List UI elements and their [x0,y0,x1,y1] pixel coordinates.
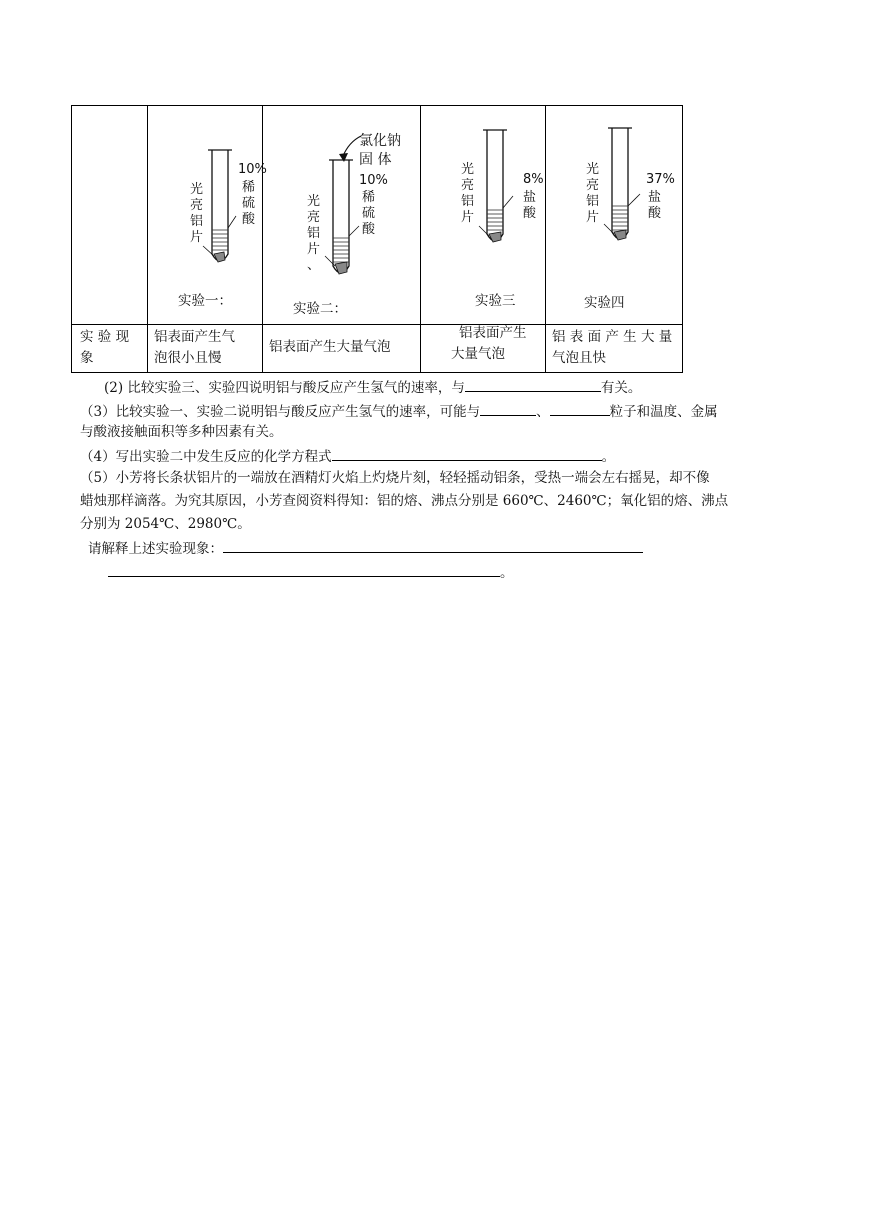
answer-blank[interactable] [332,446,602,461]
pointer-line [503,196,513,208]
row-header: 实 验 现 象 [80,329,130,366]
acid-label-1: 稀 硫 酸 [242,180,256,227]
observation-text: 铝表面产生 [459,325,527,341]
observation-row [72,325,683,373]
acid-liquid-2 [333,238,349,262]
acid-concentration: 10% [359,173,388,188]
experiment-caption: 实验四 [584,295,625,311]
aluminum-piece-2 [335,262,347,274]
experiment-caption: 实验三 [475,293,516,309]
aluminum-piece-1 [214,252,225,262]
observation-cell [148,325,263,373]
acid-liquid-3 [487,210,503,230]
test-tube-3 [483,130,507,241]
acid-label-3: 盐 酸 [523,190,537,221]
test-tube-1 [208,150,232,261]
observation-text: 大量气泡 [451,346,505,362]
experiment-caption: 实验二： [293,301,347,317]
answer-blank[interactable] [108,562,500,577]
experiment-table [71,105,683,373]
pointer-line [349,226,359,236]
observation-cell [263,325,421,373]
question-4: （4）写出实验二中发生反应的化学方程式 。 [80,446,615,466]
answer-blank[interactable] [480,401,536,416]
acid-liquid-1 [212,230,228,250]
metal-label-1: 光 亮 铝 片 [190,182,204,245]
experiment-1-figure-cell [148,106,267,325]
additive-label: 氯化钠 [359,133,401,149]
pointer-line [628,194,640,206]
observation-cell [421,325,546,373]
aluminum-piece-3 [489,232,501,242]
question-5-line-3: 分别为 2054℃、2980℃。 [80,516,251,532]
acid-concentration: 8% [523,172,544,187]
experiment-caption: 实验一： [178,293,232,309]
question-3-line-1: （3）比较实验一、实验二说明铝与酸反应产生氢气的速率，可能与 、 粒子和温度、金属 [80,401,718,421]
question-5-prompt: 请解释上述实验现象： [88,538,643,558]
metal-label-3: 光 亮 铝 片 [461,162,475,225]
metal-label-4: 光 亮 铝 片 [586,162,600,225]
observation-text: 铝表面产生气 泡很小且慢 [154,329,235,366]
aluminum-piece-4 [614,230,626,240]
acid-concentration: 37% [646,172,675,187]
test-tube-2 [329,160,353,273]
observation-text: 铝 表 面 产 生 大 量 气泡且快 [552,329,673,366]
question-3-line-2: 与酸液接触面积等多种因素有关。 [80,424,283,440]
acid-label-4: 盐 酸 [648,190,662,221]
empty-header-cell [72,106,148,325]
metal-label-2: 光 亮 铝 片 、 [307,194,321,273]
acid-liquid-4 [612,206,628,230]
figure-row [72,106,683,325]
experiment-2-figure-cell [263,106,421,325]
experiment-3-figure-cell [421,106,546,325]
row-header-cell [72,325,148,373]
question-5-answer-line: 。 [108,562,514,582]
answer-blank[interactable] [465,377,601,392]
question-2: (2) 比较实验三、实验四说明铝与酸反应产生氢气的速率，与 有关。 [104,377,641,397]
acid-concentration: 10% [238,162,267,177]
additive-state: 固 体 [359,152,392,168]
answer-blank[interactable] [223,538,643,553]
pointer-line [228,216,236,228]
observation-cell [546,325,683,373]
observation-text: 铝表面产生大量气泡 [269,339,391,355]
acid-label-2: 稀 硫 酸 [362,190,376,237]
question-5-line-2: 蜡烛那样滴落。为究其原因，小芳查阅资料得知：铝的熔、沸点分别是 660℃、2460℃；氧化铝的熔、沸点 [80,493,729,509]
answer-blank[interactable] [550,401,610,416]
experiment-4-figure-cell [546,106,683,325]
question-5-line-1: （5）小芳将长条状铝片的一端放在酒精灯火焰上灼烧片刻，轻轻摇动铝条，受热一端会左右摇晃，却不像 [80,470,710,486]
